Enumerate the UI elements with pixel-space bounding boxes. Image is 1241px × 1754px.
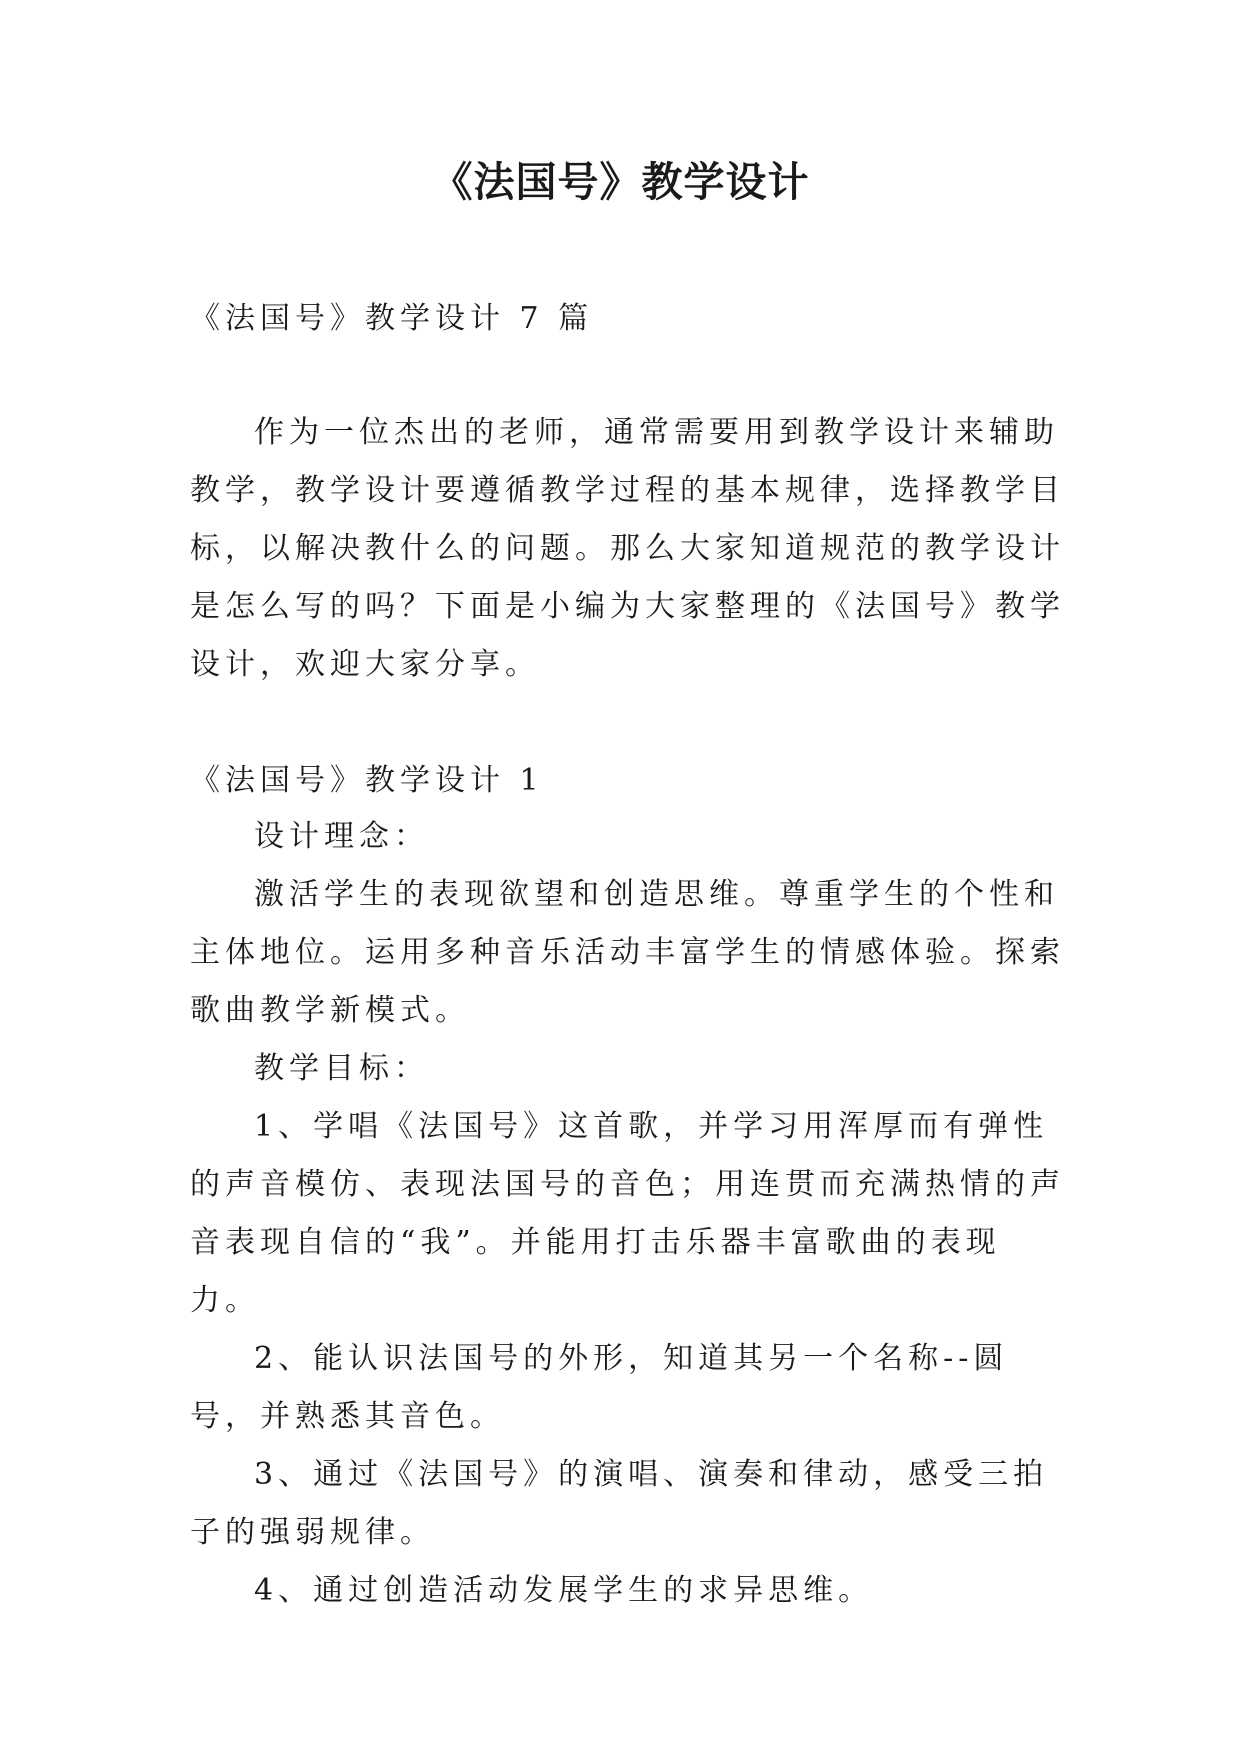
document-subtitle: 《法国号》教学设计 7 篇 bbox=[190, 301, 594, 336]
teaching-goal-3: 3、通过《法国号》的演唱、演奏和律动，感受三拍子的强弱规律。 bbox=[190, 1457, 1049, 1550]
teaching-goal-4: 4、通过创造活动发展学生的求异思维。 bbox=[254, 1573, 874, 1608]
teaching-goal-1: 1、学唱《法国号》这首歌，并学习用浑厚而有弹性的声音模仿、表现法国号的音色；用连贯而充满热情的声音表现自信的“我”。并能用打击乐器丰富歌曲的表现力。 bbox=[190, 1109, 1065, 1318]
design-concept-text: 激活学生的表现欲望和创造思维。尊重学生的个性和主体地位。运用多种音乐活动丰富学生的情感体验。探索歌曲教学新模式。 bbox=[190, 877, 1065, 1028]
teaching-goal-2: 2、能认识法国号的外形，知道其另一个名称--圆号，并熟悉其音色。 bbox=[190, 1341, 1009, 1434]
teaching-goals-label: 教学目标： bbox=[254, 1051, 429, 1086]
section-body bbox=[190, 808, 1070, 1620]
intro-paragraph: 作为一位杰出的老师，通常需要用到教学设计来辅助教学，教学设计要遵循教学过程的基本规律，选择教学目标，以解决教什么的问题。那么大家知道规范的教学设计是怎么写的吗？下面是小编为大家整理的《法国号》教学设计，欢迎大家分享。 bbox=[190, 415, 1065, 682]
document-title: 《法国号》教学设计 bbox=[431, 158, 810, 206]
design-concept-label: 设计理念： bbox=[254, 819, 429, 854]
section-heading: 《法国号》教学设计 1 bbox=[190, 763, 544, 798]
